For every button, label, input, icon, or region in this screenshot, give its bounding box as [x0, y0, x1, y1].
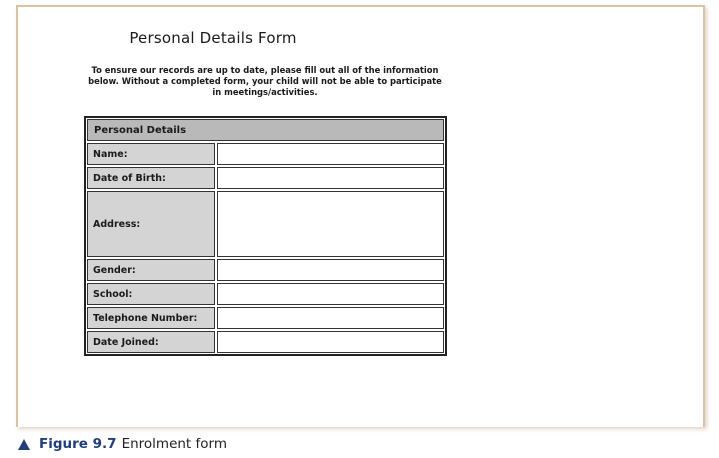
form-row-name [87, 143, 444, 165]
personal-details-table [84, 116, 447, 356]
telephone-number-field[interactable] [217, 307, 444, 329]
form-row-date-joined [87, 331, 444, 353]
caption-text: Enrolment form [121, 436, 227, 452]
form-row-school [87, 283, 444, 305]
form-intro [80, 65, 450, 98]
name-label: Name: [87, 143, 215, 165]
address-field[interactable] [217, 191, 444, 257]
gender-label: Gender: [87, 259, 215, 281]
form-row-date-of-birth [87, 167, 444, 189]
name-field[interactable] [217, 143, 444, 165]
date-of-birth-label: Date of Birth: [87, 167, 215, 189]
form-row-telephone-number [87, 307, 444, 329]
figure-label: Figure 9.7 [39, 436, 117, 452]
date-of-birth-field[interactable] [217, 167, 444, 189]
section-header: Personal Details [87, 119, 444, 141]
triangle-up-icon [18, 439, 30, 450]
form-row-gender [87, 259, 444, 281]
figure-caption [18, 436, 227, 452]
form-intro-line: in meetings/activities. [212, 87, 318, 97]
form-intro-line: To ensure our records are up to date, please fill out all of the information [91, 65, 439, 75]
school-label: School: [87, 283, 215, 305]
gender-field[interactable] [217, 259, 444, 281]
document-page [16, 5, 705, 427]
date-joined-label: Date Joined: [87, 331, 215, 353]
form-intro-line: below. Without a completed form, your child will not be able to participate [88, 76, 442, 86]
form-title: Personal Details Form [129, 29, 297, 47]
telephone-number-label: Telephone Number: [87, 307, 215, 329]
date-joined-field[interactable] [217, 331, 444, 353]
school-field[interactable] [217, 283, 444, 305]
form-row-address [87, 191, 444, 257]
address-label: Address: [87, 191, 215, 257]
